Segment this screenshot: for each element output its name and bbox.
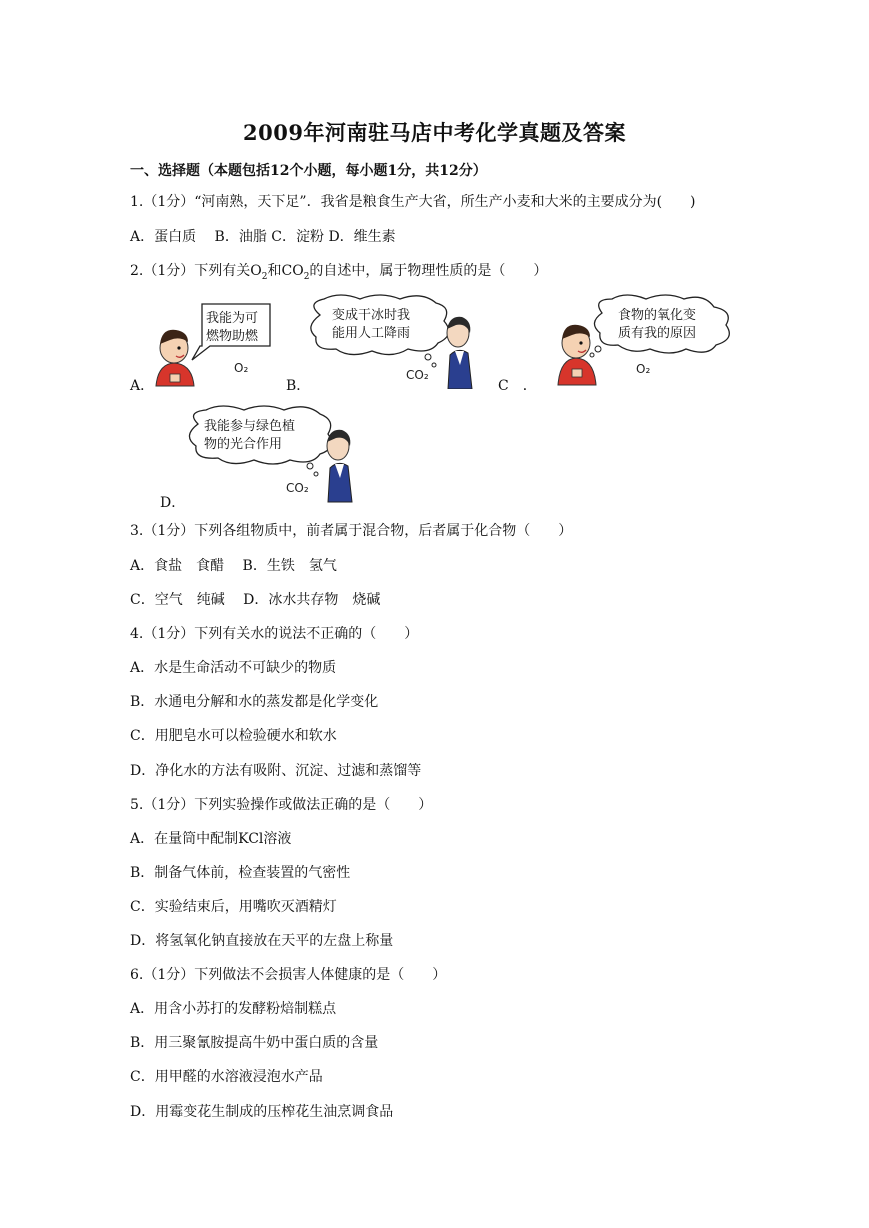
q3-stem: 3.（1分）下列各组物质中，前者属于混合物，后者属于化合物（ ） bbox=[130, 523, 573, 539]
q2-b-bubble-line2: 能用人工降雨 bbox=[332, 326, 411, 341]
q2-a-bubble-line2: 燃物助燃 bbox=[206, 329, 259, 344]
q2-d-chem: CO₂ bbox=[286, 481, 309, 495]
q6-option-d: D．用霉变花生制成的压榨花生油烹调食品 bbox=[130, 1104, 394, 1120]
q5-option-b: B．制备气体前，检查装置的气密性 bbox=[130, 865, 351, 881]
man-icon bbox=[447, 317, 472, 389]
q2-b-chem: CO₂ bbox=[406, 368, 429, 382]
q2-d-bubble-line2: 物的光合作用 bbox=[204, 437, 283, 452]
q5-option-d: D．将氢氧化钠直接放在天平的左盘上称量 bbox=[130, 933, 394, 949]
q3-options-ab: A．食盐 食醋 B．生铁 氢气 bbox=[130, 558, 337, 574]
q4-option-a: A．水是生命活动不可缺少的物质 bbox=[130, 660, 337, 676]
q6-option-b: B．用三聚氰胺提高牛奶中蛋白质的含量 bbox=[130, 1035, 379, 1051]
q5-stem: 5.（1分）下列实验操作或做法正确的是（ ） bbox=[130, 797, 433, 813]
q2-stem: 2.（1分）下列有关$O_2$和$CO_2$的自述中，属于物理性质的是（ ） bbox=[130, 263, 548, 282]
q6-stem: 6.（1分）下列做法不会损害人体健康的是（ ） bbox=[130, 967, 447, 983]
q4-option-c: C．用肥皂水可以检验硬水和软水 bbox=[130, 728, 337, 744]
q1-stem: 1.（1分）“河南熟，天下足”．我省是粮食生产大省，所生产小麦和大米的主要成分为( ) bbox=[130, 194, 696, 210]
q4-stem: 4.（1分）下列有关水的说法不正确的（ ） bbox=[130, 626, 419, 642]
q2-option-d-label: D． bbox=[160, 495, 186, 511]
q6-option-a: A．用含小苏打的发酵粉焙制糕点 bbox=[130, 1001, 337, 1017]
q6-option-c: C．用甲醛的水溶液浸泡水产品 bbox=[130, 1069, 323, 1085]
q5-option-c: C．实验结束后，用嘴吹灭酒精灯 bbox=[130, 899, 337, 915]
boy-icon bbox=[156, 330, 194, 386]
section-heading: 一、选择题（本题包括12个小题，每小题1分，共12分） bbox=[130, 163, 487, 179]
q2-b-bubble-line1: 变成干冰时我 bbox=[332, 308, 411, 323]
q4-option-d: D．净化水的方法有吸附、沉淀、过滤和蒸馏等 bbox=[130, 763, 422, 779]
page-title: 2009年河南驻马店中考化学真题及答案 bbox=[243, 120, 626, 145]
q2-option-b-label: B． bbox=[286, 378, 311, 394]
man-icon bbox=[327, 430, 352, 502]
q3-options-cd: C．空气 纯碱 D．冰水共存物 烧碱 bbox=[130, 592, 381, 608]
q5-option-a: A．在量筒中配制KCl溶液 bbox=[130, 831, 292, 847]
q2-c-bubble-line2: 质有我的原因 bbox=[618, 326, 697, 341]
q2-a-bubble-line1: 我能为可 bbox=[206, 311, 259, 326]
q2-option-a-label: A． bbox=[130, 378, 155, 394]
q4-option-b: B．水通电分解和水的蒸发都是化学变化 bbox=[130, 694, 379, 710]
q2-option-b-figure bbox=[300, 293, 490, 389]
q2-a-chem: O₂ bbox=[234, 361, 249, 375]
q2-c-chem: O₂ bbox=[636, 362, 651, 376]
q2-option-a-figure bbox=[152, 296, 282, 388]
q1-options: A．蛋白质 B．油脂 C．淀粉 D．维生素 bbox=[130, 229, 396, 245]
q2-d-bubble-line1: 我能参与绿色植 bbox=[204, 419, 296, 434]
q2-option-c-label: C ． bbox=[498, 378, 537, 394]
q2-option-c-figure bbox=[552, 293, 742, 389]
q2-c-bubble-line1: 食物的氧化变 bbox=[618, 308, 697, 323]
q2-option-d-figure bbox=[178, 404, 368, 504]
